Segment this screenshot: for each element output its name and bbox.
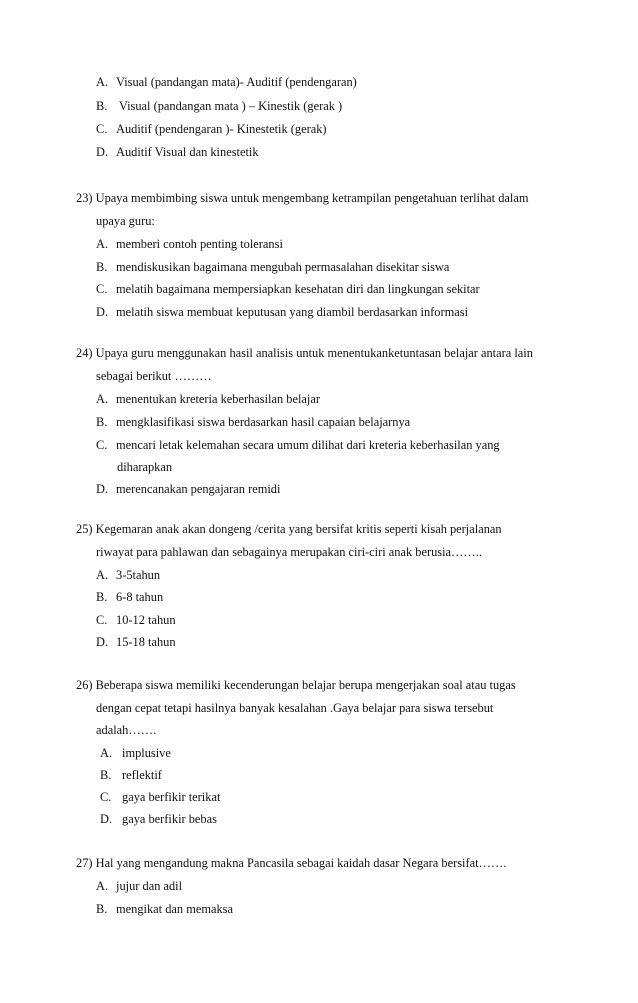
option-label: A. — [96, 75, 109, 89]
option-text: 10-12 tahun — [116, 613, 176, 627]
q23-option-d — [96, 304, 468, 320]
option-label: A. — [96, 392, 109, 406]
option-label: A. — [100, 746, 113, 760]
option-label: A. — [96, 237, 109, 251]
option-text: 3-5tahun — [116, 568, 161, 582]
option-label: A. — [96, 568, 109, 582]
option-label: C. — [96, 613, 108, 627]
q24-option-d — [96, 481, 280, 497]
option-text: reflektif — [122, 768, 162, 782]
q26-option-d — [100, 811, 217, 827]
q26-question-line-2: dengan cepat tetapi hasilnya banyak kesalahan .Gaya belajar para siswa tersebut — [96, 701, 494, 715]
option-text: mengklasifikasi siswa berdasarkan hasil capaian belajarnya — [116, 415, 411, 429]
option-text: 15-18 tahun — [116, 635, 176, 649]
option-label: A. — [96, 879, 109, 893]
q23-option-a — [96, 236, 283, 252]
q22-option-b — [96, 98, 342, 114]
q25-question-line-2: riwayat para pahlawan dan sebagainya merupakan ciri-ciri anak berusia…….. — [96, 545, 483, 559]
q24-option-c-continuation: diharapkan — [117, 460, 173, 474]
option-label: B. — [96, 260, 108, 274]
q25-option-d — [96, 634, 176, 650]
option-text: Auditif Visual dan kinestetik — [116, 145, 259, 159]
option-label: B. — [96, 590, 108, 604]
option-label: D. — [96, 145, 109, 159]
q25-option-b — [96, 589, 163, 605]
q25-option-c — [96, 612, 176, 628]
option-text: Visual (pandangan mata)- Auditif (pendengaran) — [116, 75, 357, 89]
q27-option-a — [96, 878, 182, 894]
option-label: D. — [96, 635, 109, 649]
q22-option-c — [96, 121, 327, 137]
option-label: B. — [96, 99, 108, 113]
q24-option-c — [96, 437, 500, 453]
q23-option-b — [96, 259, 449, 275]
q24-option-a — [96, 391, 320, 407]
q26-option-a — [100, 745, 171, 761]
option-label: B. — [96, 902, 108, 916]
option-label: B. — [96, 415, 108, 429]
option-text: Visual (pandangan mata ) – Kinestik (gerak ) — [116, 99, 343, 113]
q23-option-c — [96, 281, 480, 297]
option-text: Auditif (pendengaran )- Kinestetik (gerak) — [116, 122, 327, 136]
option-text: mendiskusikan bagaimana mengubah permasalahan disekitar siswa — [116, 260, 450, 274]
option-text: 6-8 tahun — [116, 590, 164, 604]
q23-question-line-2: upaya guru: — [96, 214, 155, 228]
option-text: melatih siswa membuat keputusan yang diambil berdasarkan informasi — [116, 305, 469, 319]
q26-question-line-3: adalah……. — [96, 723, 157, 737]
option-label: C. — [96, 282, 108, 296]
option-text: mengikat dan memaksa — [116, 902, 233, 916]
option-label: C. — [96, 438, 108, 452]
q26-question-line-1: 26) Beberapa siswa memiliki kecenderungan belajar berupa mengerjakan soal atau tugas — [76, 678, 516, 692]
option-text: melatih bagaimana mempersiapkan kesehatan diri dan lingkungan sekitar — [116, 282, 480, 296]
q26-option-b — [100, 767, 162, 783]
option-text: memberi contoh penting toleransi — [116, 237, 283, 251]
option-text: gaya berfikir bebas — [122, 812, 217, 826]
option-label: B. — [100, 768, 112, 782]
q25-question-line-1: 25) Kegemaran anak akan dongeng /cerita yang bersifat kritis seperti kisah perjalanan — [76, 522, 502, 536]
q27-question-line-1: 27) Hal yang mengandung makna Pancasila sebagai kaidah dasar Negara bersifat……. — [76, 856, 507, 870]
q22-option-a — [96, 74, 357, 90]
q27-option-b — [96, 901, 233, 917]
q23-question-line-1: 23) Upaya membimbing siswa untuk mengembang ketrampilan pengetahuan terlihat dalam — [76, 191, 529, 205]
option-text: jujur dan adil — [116, 879, 183, 893]
option-text: menentukan kreteria keberhasilan belajar — [116, 392, 320, 406]
q24-question-line-2: sebagai berikut ……… — [96, 369, 212, 383]
option-text: merencanakan pengajaran remidi — [116, 482, 281, 496]
option-text: gaya berfikir terikat — [122, 790, 221, 804]
option-label: D. — [96, 305, 109, 319]
option-label: C. — [96, 122, 108, 136]
option-label: C. — [100, 790, 112, 804]
option-label: D. — [100, 812, 113, 826]
q26-option-c — [100, 789, 220, 805]
q24-question-line-1: 24) Upaya guru menggunakan hasil analisis untuk menentukanketuntasan belajar antara lain — [76, 346, 533, 360]
option-text: implusive — [122, 746, 171, 760]
q24-option-b — [96, 414, 410, 430]
q25-option-a — [96, 567, 160, 583]
option-label: D. — [96, 482, 109, 496]
q22-option-d — [96, 144, 259, 160]
option-text: mencari letak kelemahan secara umum dilihat dari kreteria keberhasilan yang — [116, 438, 500, 452]
